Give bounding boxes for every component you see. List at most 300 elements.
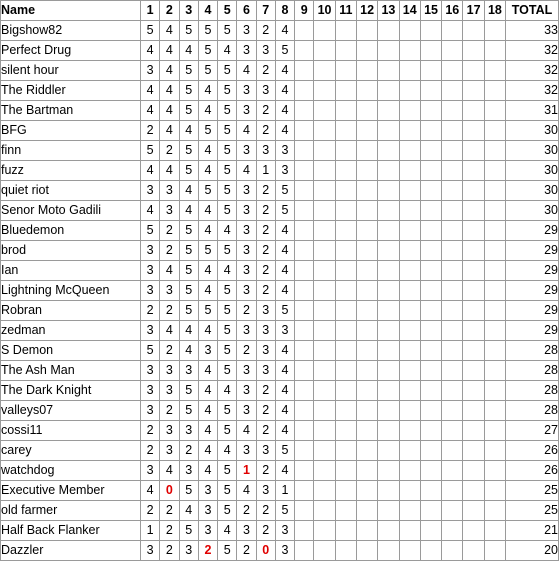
score-cell-hole-8: 5	[275, 41, 294, 61]
score-cell-hole-7: 3	[256, 441, 275, 461]
score-cell-hole-14	[399, 61, 420, 81]
score-cell-hole-16	[442, 501, 463, 521]
table-row	[1, 341, 559, 361]
score-cell-hole-16	[442, 61, 463, 81]
score-cell-hole-13	[378, 321, 399, 341]
score-cell-hole-11	[335, 221, 356, 241]
score-cell-hole-15	[420, 221, 441, 241]
score-cell-hole-6: 2	[237, 341, 256, 361]
score-cell-hole-9	[295, 521, 314, 541]
score-cell-hole-10	[314, 181, 335, 201]
score-cell-hole-5: 5	[218, 201, 237, 221]
score-cell-hole-4: 4	[198, 321, 217, 341]
score-cell-hole-16	[442, 241, 463, 261]
score-cell-hole-2: 2	[160, 301, 179, 321]
score-cell-hole-2: 3	[160, 361, 179, 381]
player-name-cell: The Dark Knight	[1, 381, 141, 401]
score-cell-hole-6: 3	[237, 221, 256, 241]
score-cell-hole-13	[378, 461, 399, 481]
table-row	[1, 241, 559, 261]
score-cell-hole-1: 3	[141, 241, 160, 261]
total-cell: 20	[506, 541, 559, 561]
score-cell-hole-18	[484, 361, 505, 381]
score-cell-hole-7: 2	[256, 381, 275, 401]
table-row	[1, 61, 559, 81]
score-cell-hole-8: 4	[275, 61, 294, 81]
score-cell-hole-4: 4	[198, 381, 217, 401]
score-cell-hole-3: 4	[179, 201, 198, 221]
score-cell-hole-14	[399, 21, 420, 41]
score-cell-hole-3: 5	[179, 161, 198, 181]
player-name-cell: old farmer	[1, 501, 141, 521]
score-cell-hole-6: 3	[237, 21, 256, 41]
total-cell: 28	[506, 381, 559, 401]
total-cell: 30	[506, 141, 559, 161]
score-cell-hole-15	[420, 341, 441, 361]
score-cell-hole-1: 2	[141, 301, 160, 321]
score-cell-hole-1: 1	[141, 521, 160, 541]
score-cell-hole-10	[314, 341, 335, 361]
hole-3-header: 3	[179, 1, 198, 21]
score-cell-hole-14	[399, 261, 420, 281]
score-cell-hole-9	[295, 201, 314, 221]
score-cell-hole-13	[378, 401, 399, 421]
score-cell-hole-10	[314, 21, 335, 41]
score-cell-hole-5: 5	[218, 421, 237, 441]
score-cell-hole-5: 5	[218, 181, 237, 201]
score-cell-hole-12	[356, 441, 377, 461]
score-cell-hole-9	[295, 461, 314, 481]
score-cell-hole-4: 4	[198, 101, 217, 121]
score-cell-hole-7: 2	[256, 21, 275, 41]
player-name-cell: watchdog	[1, 461, 141, 481]
player-name-cell: finn	[1, 141, 141, 161]
score-cell-hole-9	[295, 401, 314, 421]
score-cell-hole-6: 4	[237, 421, 256, 441]
score-cell-hole-1: 3	[141, 261, 160, 281]
score-cell-hole-17	[463, 421, 484, 441]
total-cell: 29	[506, 221, 559, 241]
score-cell-hole-4: 3	[198, 481, 217, 501]
score-cell-hole-7: 3	[256, 81, 275, 101]
score-cell-hole-18	[484, 541, 505, 561]
score-cell-hole-2: 4	[160, 161, 179, 181]
score-cell-hole-7: 1	[256, 161, 275, 181]
score-cell-hole-15	[420, 241, 441, 261]
score-cell-hole-6: 3	[237, 281, 256, 301]
score-cell-hole-2: 4	[160, 81, 179, 101]
score-cell-hole-16	[442, 381, 463, 401]
score-cell-hole-1: 4	[141, 101, 160, 121]
score-cell-hole-8: 3	[275, 541, 294, 561]
hole-10-header: 10	[314, 1, 335, 21]
score-cell-hole-8: 5	[275, 501, 294, 521]
score-cell-hole-13	[378, 81, 399, 101]
score-cell-hole-2: 2	[160, 241, 179, 261]
score-cell-hole-12	[356, 481, 377, 501]
score-cell-hole-1: 4	[141, 201, 160, 221]
score-cell-hole-1: 3	[141, 461, 160, 481]
score-cell-hole-11	[335, 181, 356, 201]
score-cell-hole-18	[484, 241, 505, 261]
hole-6-header: 6	[237, 1, 256, 21]
score-cell-hole-15	[420, 41, 441, 61]
score-cell-hole-3: 5	[179, 221, 198, 241]
score-cell-hole-6: 3	[237, 101, 256, 121]
score-cell-hole-2: 2	[160, 541, 179, 561]
score-cell-hole-10	[314, 541, 335, 561]
score-cell-hole-5: 5	[218, 21, 237, 41]
score-cell-hole-2: 3	[160, 281, 179, 301]
total-cell: 27	[506, 421, 559, 441]
score-cell-hole-4: 3	[198, 341, 217, 361]
score-cell-hole-18	[484, 421, 505, 441]
player-name-cell: Perfect Drug	[1, 41, 141, 61]
score-cell-hole-1: 4	[141, 481, 160, 501]
score-cell-hole-13	[378, 361, 399, 381]
score-cell-hole-2: 4	[160, 121, 179, 141]
score-cell-hole-12	[356, 141, 377, 161]
score-cell-hole-15	[420, 381, 441, 401]
score-cell-hole-1: 3	[141, 181, 160, 201]
score-cell-hole-12	[356, 521, 377, 541]
score-cell-hole-2: 4	[160, 261, 179, 281]
score-cell-hole-10	[314, 441, 335, 461]
score-cell-hole-17	[463, 261, 484, 281]
score-cell-hole-12	[356, 161, 377, 181]
score-cell-hole-8: 3	[275, 521, 294, 541]
score-cell-hole-2: 2	[160, 521, 179, 541]
score-cell-hole-12	[356, 201, 377, 221]
score-cell-hole-18	[484, 81, 505, 101]
score-cell-hole-7: 3	[256, 341, 275, 361]
score-cell-hole-17	[463, 81, 484, 101]
score-cell-hole-17	[463, 41, 484, 61]
score-cell-hole-17	[463, 181, 484, 201]
score-cell-hole-12	[356, 421, 377, 441]
score-cell-hole-6: 3	[237, 361, 256, 381]
score-cell-hole-4: 4	[198, 261, 217, 281]
score-cell-hole-10	[314, 201, 335, 221]
score-cell-hole-16	[442, 41, 463, 61]
score-cell-hole-3: 5	[179, 61, 198, 81]
score-cell-hole-9	[295, 121, 314, 141]
score-cell-hole-12	[356, 501, 377, 521]
score-cell-hole-9	[295, 301, 314, 321]
hole-14-header: 14	[399, 1, 420, 21]
score-cell-hole-3: 3	[179, 361, 198, 381]
score-cell-hole-14	[399, 341, 420, 361]
score-cell-hole-13	[378, 221, 399, 241]
score-cell-hole-11	[335, 321, 356, 341]
score-cell-hole-7: 3	[256, 321, 275, 341]
score-cell-hole-4: 5	[198, 41, 217, 61]
score-cell-hole-6: 3	[237, 241, 256, 261]
score-cell-hole-14	[399, 201, 420, 221]
score-cell-hole-6: 4	[237, 61, 256, 81]
score-cell-hole-8: 5	[275, 201, 294, 221]
score-cell-hole-18	[484, 101, 505, 121]
score-cell-hole-7: 3	[256, 361, 275, 381]
score-cell-hole-8: 4	[275, 361, 294, 381]
player-name-cell: Senor Moto Gadili	[1, 201, 141, 221]
hole-1-header: 1	[141, 1, 160, 21]
score-cell-hole-14	[399, 521, 420, 541]
score-cell-hole-17	[463, 101, 484, 121]
hole-7-header: 7	[256, 1, 275, 21]
table-row	[1, 261, 559, 281]
hole-2-header: 2	[160, 1, 179, 21]
score-cell-hole-15	[420, 321, 441, 341]
score-cell-hole-2: 2	[160, 221, 179, 241]
table-row	[1, 141, 559, 161]
hole-8-header: 8	[275, 1, 294, 21]
score-cell-hole-9	[295, 181, 314, 201]
score-cell-hole-12	[356, 41, 377, 61]
score-cell-hole-6: 4	[237, 481, 256, 501]
score-cell-hole-6: 3	[237, 401, 256, 421]
score-cell-hole-9	[295, 141, 314, 161]
score-cell-hole-9	[295, 161, 314, 181]
hole-15-header: 15	[420, 1, 441, 21]
score-cell-hole-2: 2	[160, 341, 179, 361]
score-cell-hole-2: 3	[160, 381, 179, 401]
score-cell-hole-11	[335, 361, 356, 381]
score-cell-hole-5: 5	[218, 101, 237, 121]
score-cell-hole-3: 5	[179, 21, 198, 41]
score-cell-hole-8: 4	[275, 341, 294, 361]
total-cell: 29	[506, 281, 559, 301]
score-cell-hole-8: 4	[275, 461, 294, 481]
score-cell-hole-5: 5	[218, 321, 237, 341]
total-cell: 30	[506, 181, 559, 201]
total-cell: 33	[506, 21, 559, 41]
table-row	[1, 401, 559, 421]
score-cell-hole-9	[295, 501, 314, 521]
name-column-header: Name	[1, 1, 141, 21]
score-cell-hole-4: 4	[198, 461, 217, 481]
score-cell-hole-3: 3	[179, 541, 198, 561]
score-cell-hole-4: 5	[198, 241, 217, 261]
score-cell-hole-8: 4	[275, 241, 294, 261]
score-cell-hole-3: 4	[179, 41, 198, 61]
hole-4-header: 4	[198, 1, 217, 21]
table-row	[1, 521, 559, 541]
score-cell-hole-6: 3	[237, 141, 256, 161]
score-cell-hole-18	[484, 221, 505, 241]
score-cell-hole-16	[442, 21, 463, 41]
score-cell-hole-2: 4	[160, 101, 179, 121]
score-cell-hole-18	[484, 381, 505, 401]
score-cell-hole-11	[335, 41, 356, 61]
score-cell-hole-17	[463, 161, 484, 181]
score-cell-hole-10	[314, 161, 335, 181]
score-cell-hole-15	[420, 121, 441, 141]
player-name-cell: Robran	[1, 301, 141, 321]
score-cell-hole-12	[356, 81, 377, 101]
score-cell-hole-3: 5	[179, 141, 198, 161]
score-cell-hole-1: 5	[141, 141, 160, 161]
score-cell-hole-10	[314, 101, 335, 121]
score-cell-hole-15	[420, 261, 441, 281]
score-cell-hole-16	[442, 321, 463, 341]
score-cell-hole-11	[335, 261, 356, 281]
table-row	[1, 81, 559, 101]
score-cell-hole-9	[295, 81, 314, 101]
score-cell-hole-16	[442, 81, 463, 101]
player-name-cell: The Riddler	[1, 81, 141, 101]
score-cell-hole-7: 2	[256, 181, 275, 201]
score-cell-hole-16	[442, 301, 463, 321]
score-cell-hole-15	[420, 401, 441, 421]
score-cell-hole-8: 3	[275, 141, 294, 161]
score-cell-hole-14	[399, 101, 420, 121]
score-cell-hole-17	[463, 461, 484, 481]
score-cell-hole-17	[463, 121, 484, 141]
score-cell-hole-12	[356, 281, 377, 301]
score-cell-hole-16	[442, 361, 463, 381]
score-cell-hole-7: 3	[256, 41, 275, 61]
score-cell-hole-16	[442, 481, 463, 501]
score-cell-hole-4: 5	[198, 121, 217, 141]
score-cell-hole-8: 4	[275, 121, 294, 141]
score-cell-hole-18	[484, 461, 505, 481]
score-cell-hole-17	[463, 541, 484, 561]
score-cell-hole-15	[420, 541, 441, 561]
score-cell-hole-14	[399, 441, 420, 461]
score-cell-hole-2: 4	[160, 461, 179, 481]
score-cell-hole-18	[484, 141, 505, 161]
score-cell-hole-5: 4	[218, 521, 237, 541]
score-cell-hole-8: 4	[275, 281, 294, 301]
score-cell-hole-9	[295, 221, 314, 241]
score-cell-hole-15	[420, 281, 441, 301]
score-cell-hole-15	[420, 101, 441, 121]
total-cell: 28	[506, 341, 559, 361]
header-row	[1, 1, 559, 21]
score-cell-hole-14	[399, 381, 420, 401]
score-cell-hole-7: 2	[256, 121, 275, 141]
score-cell-hole-7: 2	[256, 501, 275, 521]
score-cell-hole-1: 3	[141, 381, 160, 401]
score-cell-hole-8: 3	[275, 321, 294, 341]
score-cell-hole-7: 2	[256, 61, 275, 81]
player-name-cell: valleys07	[1, 401, 141, 421]
score-cell-hole-5: 5	[218, 361, 237, 381]
total-cell: 30	[506, 121, 559, 141]
score-cell-hole-11	[335, 461, 356, 481]
score-cell-hole-9	[295, 281, 314, 301]
score-cell-hole-17	[463, 441, 484, 461]
score-cell-hole-2: 4	[160, 41, 179, 61]
score-cell-hole-1: 3	[141, 401, 160, 421]
score-cell-hole-15	[420, 81, 441, 101]
score-cell-hole-15	[420, 441, 441, 461]
score-cell-hole-14	[399, 181, 420, 201]
score-cell-hole-4: 4	[198, 281, 217, 301]
score-cell-hole-17	[463, 141, 484, 161]
score-cell-hole-8: 5	[275, 181, 294, 201]
score-cell-hole-11	[335, 81, 356, 101]
score-cell-hole-15	[420, 301, 441, 321]
score-cell-hole-11	[335, 421, 356, 441]
score-cell-hole-15	[420, 501, 441, 521]
score-cell-hole-18	[484, 41, 505, 61]
score-cell-hole-13	[378, 101, 399, 121]
score-cell-hole-17	[463, 301, 484, 321]
score-cell-hole-3: 5	[179, 101, 198, 121]
score-cell-hole-6: 2	[237, 541, 256, 561]
score-cell-hole-6: 3	[237, 521, 256, 541]
score-cell-hole-16	[442, 161, 463, 181]
score-cell-hole-15	[420, 181, 441, 201]
player-name-cell: cossi11	[1, 421, 141, 441]
score-cell-hole-12	[356, 321, 377, 341]
score-cell-hole-4: 4	[198, 441, 217, 461]
score-cell-hole-15	[420, 21, 441, 41]
score-cell-hole-14	[399, 421, 420, 441]
score-cell-hole-7: 2	[256, 261, 275, 281]
score-cell-hole-14	[399, 41, 420, 61]
score-cell-hole-4: 4	[198, 221, 217, 241]
score-cell-hole-1: 3	[141, 361, 160, 381]
score-cell-hole-2: 2	[160, 501, 179, 521]
score-cell-hole-18	[484, 341, 505, 361]
score-cell-hole-9	[295, 381, 314, 401]
table-row	[1, 281, 559, 301]
score-cell-hole-2: 2	[160, 141, 179, 161]
score-cell-hole-7: 2	[256, 241, 275, 261]
score-cell-hole-1: 2	[141, 441, 160, 461]
total-cell: 25	[506, 501, 559, 521]
total-cell: 32	[506, 41, 559, 61]
total-cell: 32	[506, 81, 559, 101]
score-cell-hole-12	[356, 461, 377, 481]
score-cell-hole-5: 4	[218, 441, 237, 461]
score-cell-hole-9	[295, 41, 314, 61]
score-cell-hole-16	[442, 521, 463, 541]
score-cell-hole-2: 4	[160, 321, 179, 341]
table-row	[1, 41, 559, 61]
score-cell-hole-5: 4	[218, 41, 237, 61]
score-cell-hole-1: 3	[141, 541, 160, 561]
score-cell-hole-13	[378, 21, 399, 41]
score-cell-hole-16	[442, 121, 463, 141]
score-cell-hole-9	[295, 421, 314, 441]
score-cell-hole-7: 2	[256, 201, 275, 221]
table-row	[1, 481, 559, 501]
score-cell-hole-17	[463, 401, 484, 421]
score-table-body	[1, 21, 559, 561]
hole-18-header: 18	[484, 1, 505, 21]
hole-11-header: 11	[335, 1, 356, 21]
score-cell-hole-9	[295, 541, 314, 561]
total-cell: 29	[506, 261, 559, 281]
table-row	[1, 121, 559, 141]
score-cell-hole-18	[484, 261, 505, 281]
score-cell-hole-15	[420, 521, 441, 541]
score-cell-hole-18	[484, 441, 505, 461]
score-cell-hole-2: 3	[160, 181, 179, 201]
player-name-cell: S Demon	[1, 341, 141, 361]
total-cell: 25	[506, 481, 559, 501]
score-cell-hole-11	[335, 61, 356, 81]
score-cell-hole-9	[295, 61, 314, 81]
score-cell-hole-17	[463, 321, 484, 341]
total-cell: 29	[506, 241, 559, 261]
hole-5-header: 5	[218, 1, 237, 21]
score-cell-hole-1: 4	[141, 41, 160, 61]
